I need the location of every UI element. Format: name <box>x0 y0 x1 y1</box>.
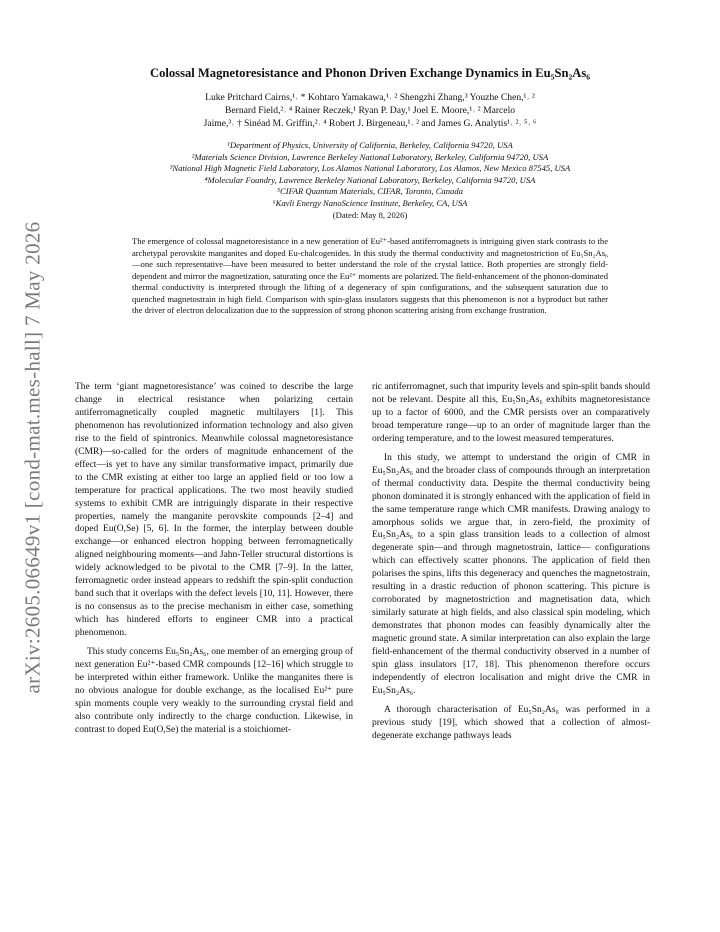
arxiv-identifier-text: arXiv:2605.06649v1 [cond-mat.mes-hall] 7 May 2026 <box>20 221 45 693</box>
author-line: Luke Pritchard Cairns,¹˒ * Kohtaro Yamakawa,¹˒ ² Shengzhi Zhang,³ Youzhe Chen,¹˒ ² <box>205 92 535 103</box>
body-column-left <box>75 381 353 737</box>
body-paragraph: ric antiferromagnet, such that impurity levels and spin-split bands should not be relevant. Despite all this, Eu₅Sn₂As₆ exhibits magnetoresistance up to a factor of 6000, and the CMR persists over an comparatively broad temperature range—up to an order of magnitude larger than the ordering temperature, and to the lowest measured temperatures. <box>372 382 650 444</box>
author-line: Jaime,³˒ † Sinéad M. Griffin,²˒ ⁴ Robert J. Birgeneau,¹˒ ² and James G. Analytis¹˒ ²˒ ⁵˒ ⁶ <box>203 118 537 130</box>
arxiv-side-identifier <box>18 222 48 692</box>
affiliation-line: ⁶Kavli Energy NanoScience Institute, Berkeley, CA, USA <box>272 197 468 208</box>
date-line: (Dated: May 8, 2026) <box>332 209 408 220</box>
affiliation-line: ⁴Molecular Foundry, Lawrence Berkeley National Laboratory, Berkeley, California 94720, USA <box>204 174 536 185</box>
body-paragraph: This study concerns Eu₅Sn₂As₆, one member of an emerging group of next generation Eu²⁺-based CMR compounds [12–16] which struggle to be interpreted within either framework. Unlike the manganites there is no obvious analogue for double exchange, as the localised Eu²⁺ pure spin moments couple very weakly to the surrounding crystal field and also contribute only indirectly to the charge conduction. Likewise, in contrast to doped Eu(O,Se) the material is a stoichiomet- <box>75 647 353 735</box>
body-paragraph: A thorough characterisation of Eu₅Sn₂As₆ was performed in a previous study [19], which showed that a collection of almost-degenerate exchange pathways leads <box>372 704 650 741</box>
body-paragraph: The term ‘giant magnetoresistance’ was coined to describe the large change in electrical resistance when polarizing certain antiferromagnetically coupled magnetic multilayers [1]. This phenomenon has revolutionized information technology and also given rise to the field of spintronics. Meanwhile colossal magnetoresistance (CMR)—so-called for the orders of magnitude enhancement of the effect—is yet to have any similar transformative impact, primarily due to the CMR existing at either too large an applied field or too low a temperature for practical applications. The two most heavily studied systems to exhibit CMR are intriguingly disparate in their respective properties, namely the manganite perovskite compounds [2–4] and doped Eu(O,Se) [5, 6]. In the former, the interplay between double exchange—or enhanced electron hopping between ferromagnetically aligned neighbouring moments—and Jahn-Teller structural distortions is widely acknowledged to be pivotal to the CMR [7–9]. In the latter, ferromagnetic order instead appears to redshift the spin-split conduction band such that it overlaps with the defect levels [10, 11]. However, there is no consensus as to the precise mechanism in either case, something which has hindered efforts to engineer CMR into a practical phenomenon. <box>75 382 353 639</box>
affiliation-line: ¹Department of Physics, University of California, Berkeley, California 94720, USA <box>227 140 513 150</box>
author-line: Bernard Field,²˒ ⁴ Rainer Reczek,¹ Ryan P. Day,¹ Joel E. Moore,¹˒ ² Marcelo <box>224 105 516 117</box>
affiliation-line: ²Materials Science Division, Lawrence Berkeley National Laboratory, Berkeley, California 94720, USA <box>191 151 549 162</box>
abstract: The emergence of colossal magnetoresistance in a new generation of Eu²⁺-based antiferromagnets is intriguing given stark contrasts to the archetypal perovskite manganites and doped Eu-chalcogenides. In this study the thermal conductivity and magnetostriction of Eu₅Sn₂As₆—one such representative—have been measured to better understand the role of the crystal lattice. Both properties are strongly field-dependent and mirror the magnetization, saturating once the Eu²⁺ moments are polarized. The field-enhancement of the phonon-dominated thermal conductivity is interpreted through the lifting of a degeneracy of spin configurations, and the subsequent saturation due to quenched magnetostrain in high field. Comparison with spin-glass insulators suggests that this phenomenon is not a byproduct but rather the driver of electron delocalization due to the suppression of strong phonon scattering arising from exchange frustration. <box>132 236 608 315</box>
affiliation-list <box>80 140 660 221</box>
paper-title: Colossal Magnetoresistance and Phonon Driven Exchange Dynamics in Eu₅Sn₂As₆ <box>149 66 591 80</box>
affiliation-line: ⁵CIFAR Quantum Materials, CIFAR, Toronto, Canada <box>277 186 463 197</box>
affiliation-line: ³National High Magnetic Field Laboratory, Los Alamos National Laboratory, Los Alamos, New Mexico 87545, USA <box>169 163 571 174</box>
body-paragraph: In this study, we attempt to understand the origin of CMR in Eu₅Sn₂As₆ and the broader class of compounds through an interpretation of thermal conductivity data. Despite the thermal conductivity being phonon dominated it is strongly enhanced with the application of field in the same temperature range which CMR manifests. Drawing analogy to amorphous solids we argue that, in zero-field, the proximity of Eu₅Sn₂As₆ to a spin glass transition leads to a collection of almost degenerate spin—and through magnetostrain, lattice— configurations which can effectively scatter phonons. The application of field then polarises the spins, lifts this degeneracy and quenches the magnetostrain, resulting in a drastic reduction of phonon scattering. This picture is corroborated by magnetostriction and magnetisation data, which similarly saturate at high fields, and also classical spin modeling, which demonstrates that phonon modes can feasibly dynamically alter the magnetic ground state. A similar interpretation can also explain the large field-enhancement of the thermal conductivity observed in a number of spin glass insulators [17, 18]. This phenomenon therefore occurs independently of electron localisation and might drive the CMR in Eu₅Sn₂As₆. <box>372 452 650 696</box>
author-list <box>100 91 640 131</box>
body-column-right <box>372 381 650 743</box>
